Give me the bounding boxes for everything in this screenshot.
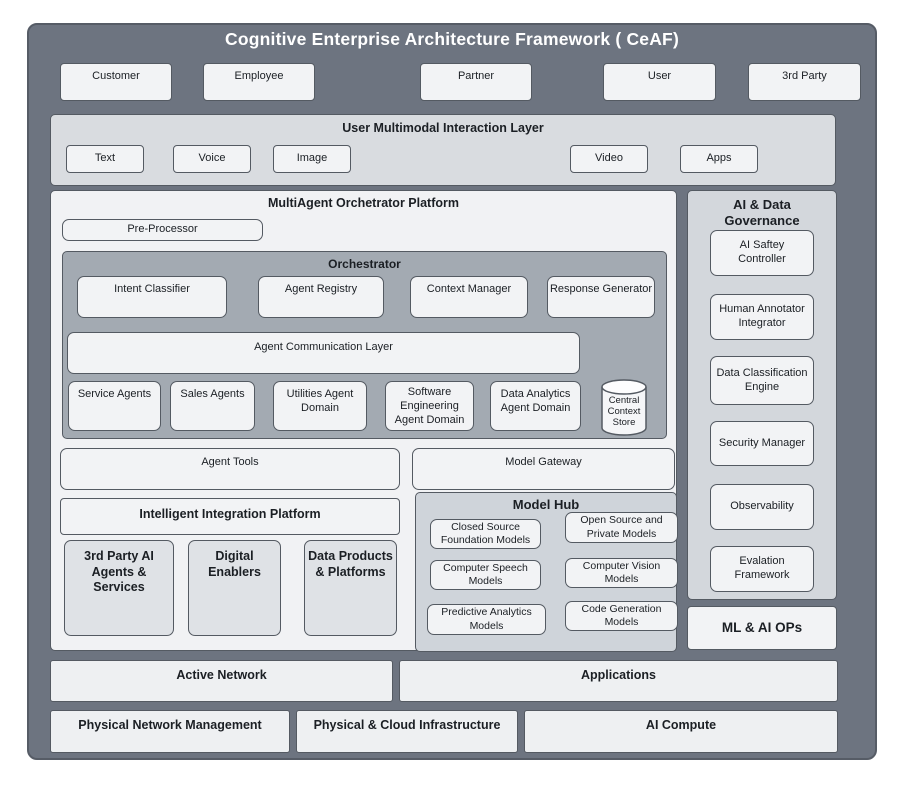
governance-box-observability: Observability (710, 484, 814, 530)
modality-box-text: Text (66, 145, 144, 173)
modality-box-image: Image (273, 145, 351, 173)
model-hub-title: Model Hub (512, 497, 580, 512)
applications-box: Applications (399, 660, 838, 702)
agent-box-service-agents: Service Agents (68, 381, 161, 431)
physical-network-management-box: Physical Network Management (50, 710, 290, 753)
orchestrator-box-response-generator: Response Generator (547, 276, 655, 318)
model-hub-box-predictive-analytics: Predictive Analytics Models (427, 604, 546, 635)
diagram-title: Cognitive Enterprise Architecture Framework ( CeAF) (225, 29, 679, 49)
model-hub-box-closed-source: Closed Source Foundation Models (430, 519, 541, 549)
interaction-layer-title: User Multimodal Interaction Layer (342, 121, 544, 135)
enabler-box-digital-enablers: Digital Enablers (188, 540, 281, 636)
intelligent-integration-platform-box: Intelligent Integration Platform (60, 498, 400, 535)
agent-box-software-engineering: Software Engineering Agent Domain (385, 381, 474, 431)
orchestrator-box-intent-classifier: Intent Classifier (77, 276, 227, 318)
governance-box-data-classification: Data Classification Engine (710, 356, 814, 405)
modality-box-video: Video (570, 145, 648, 173)
orchestrator-box-agent-registry: Agent Registry (258, 276, 384, 318)
ml-ai-ops-box: ML & AI OPs (687, 606, 837, 650)
agent-box-utilities-agent: Utilities Agent Domain (273, 381, 367, 431)
physical-cloud-infrastructure-box: Physical & Cloud Infrastructure (296, 710, 518, 753)
actor-box-employee: Employee (203, 63, 315, 101)
model-hub-box-open-source: Open Source and Private Models (565, 512, 678, 543)
orchestrator-box-context-manager: Context Manager (410, 276, 528, 318)
governance-box-ai-safety: AI Saftey Controller (710, 230, 814, 276)
actor-box-user: User (603, 63, 716, 101)
enabler-box-3rd-party-ai: 3rd Party AI Agents & Services (64, 540, 174, 636)
governance-box-security-manager: Security Manager (710, 421, 814, 466)
model-hub-box-computer-speech: Computer Speech Models (430, 560, 541, 590)
model-gateway-box: Model Gateway (412, 448, 675, 490)
orchestrator-platform-title: MultiAgent Orchetrator Platform (268, 196, 459, 210)
central-context-store-label: Central Context Store (607, 395, 641, 429)
active-network-box: Active Network (50, 660, 393, 702)
actor-box-partner: Partner (420, 63, 532, 101)
governance-box-human-annotator: Human Annotator Integrator (710, 294, 814, 340)
agent-tools-box: Agent Tools (60, 448, 400, 490)
agent-box-data-analytics: Data Analytics Agent Domain (490, 381, 581, 431)
modality-box-apps: Apps (680, 145, 758, 173)
actor-box-customer: Customer (60, 63, 172, 101)
agent-box-sales-agents: Sales Agents (170, 381, 255, 431)
model-hub-box-code-generation: Code Generation Models (565, 601, 678, 631)
agent-communication-layer-box: Agent Communication Layer (67, 332, 580, 374)
model-hub-box-computer-vision: Computer Vision Models (565, 558, 678, 588)
modality-box-voice: Voice (173, 145, 251, 173)
enabler-box-data-products: Data Products & Platforms (304, 540, 397, 636)
actor-box-3rd-party: 3rd Party (748, 63, 861, 101)
central-context-store-cylinder (600, 378, 648, 437)
governance-box-evaluation-framework: Evalation Framework (710, 546, 814, 592)
orchestrator-title: Orchestrator (328, 257, 401, 271)
ai-compute-box: AI Compute (524, 710, 838, 753)
governance-title: AI & Data Governance (724, 197, 800, 228)
pre-processor-box: Pre-Processor (62, 219, 263, 241)
